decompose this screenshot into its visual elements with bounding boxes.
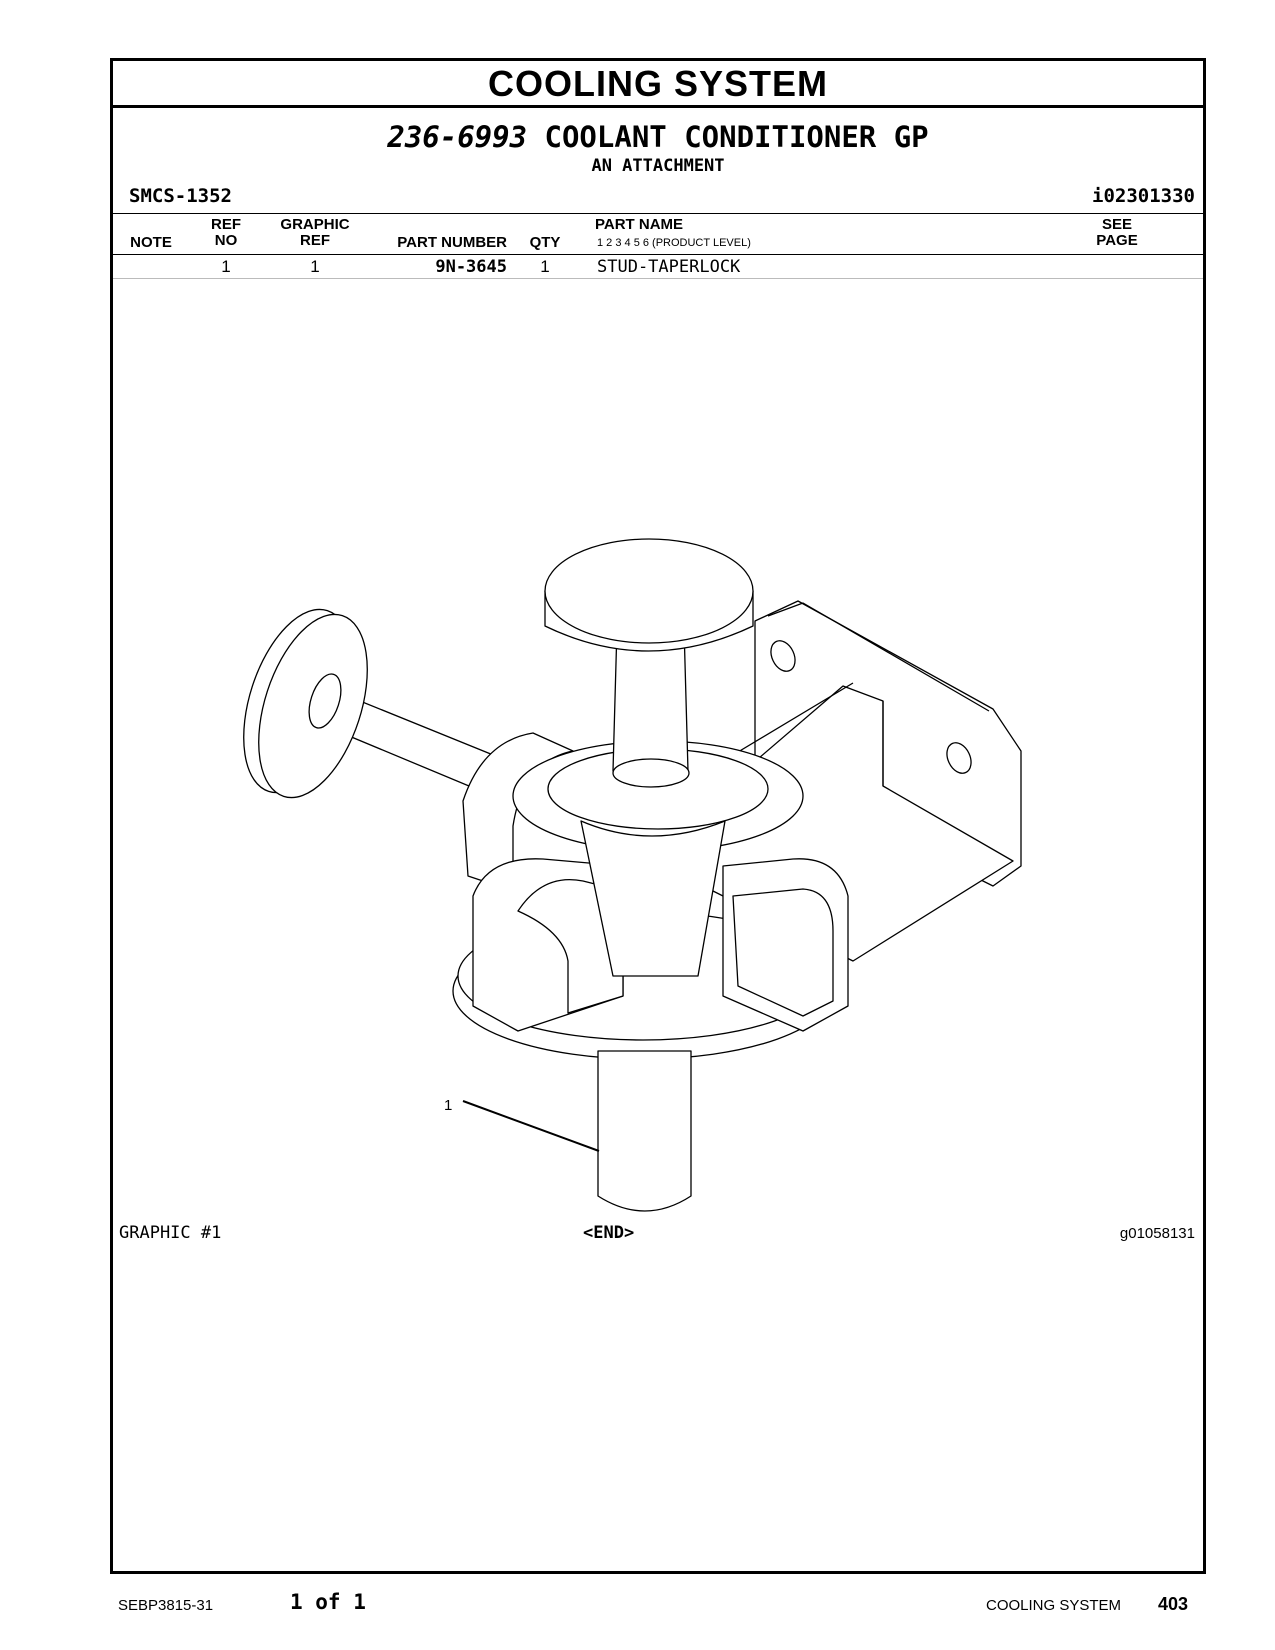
cell-qty: 1 — [540, 257, 550, 276]
page-frame — [110, 58, 1206, 1574]
footer-page-number: 403 — [1158, 1594, 1189, 1614]
callout-number: 1 — [444, 1097, 453, 1114]
cell-graphic-ref: 1 — [310, 257, 320, 276]
column-header-ref-no-line1: REF — [211, 216, 241, 233]
callout-leader-line — [463, 1101, 599, 1151]
end-marker: <END> — [583, 1223, 635, 1243]
group-number: 236-6993 — [387, 120, 528, 154]
column-header-product-levels: 1 2 3 4 5 6 (PRODUCT LEVEL) — [597, 237, 751, 249]
column-header-see-page-line1: SEE — [1101, 216, 1132, 233]
footer-page-count: 1 of 1 — [290, 1590, 366, 1614]
column-header-qty: QTY — [529, 234, 561, 251]
smcs-code: SMCS-1352 — [129, 185, 232, 207]
part-illustration — [113, 61, 1203, 1571]
column-header-graphic-ref-line2: REF — [300, 232, 330, 249]
cell-ref-no: 1 — [221, 257, 231, 276]
group-subtitle: AN ATTACHMENT — [591, 156, 725, 176]
cell-part-name: STUD-TAPERLOCK — [597, 257, 741, 277]
column-header-see-page-line2: PAGE — [1096, 232, 1138, 249]
group-name: COOLANT CONDITIONER GP — [544, 120, 929, 154]
info-reference: i02301330 — [1092, 185, 1195, 207]
column-header-ref-no-line2: NO — [214, 232, 238, 249]
column-header-part-number: PART NUMBER — [397, 234, 507, 251]
top-handle-shaft-base — [613, 759, 689, 787]
section-title: COOLING SYSTEM — [113, 61, 1203, 108]
top-handle-knob-top — [545, 539, 753, 643]
column-header-note: NOTE — [130, 234, 172, 251]
footer-section-name: COOLING SYSTEM — [986, 1597, 1122, 1614]
graphic-label: GRAPHIC #1 — [119, 1223, 222, 1243]
footer-document-id: SEBP3815-31 — [118, 1597, 214, 1614]
column-header-graphic-ref-line1: GRAPHIC — [280, 216, 350, 233]
column-header-part-name: PART NAME — [595, 216, 684, 233]
stud-taperlock — [598, 1051, 691, 1211]
graphic-id: g01058131 — [1119, 1225, 1195, 1242]
cell-part-number: 9N-3645 — [435, 257, 507, 277]
